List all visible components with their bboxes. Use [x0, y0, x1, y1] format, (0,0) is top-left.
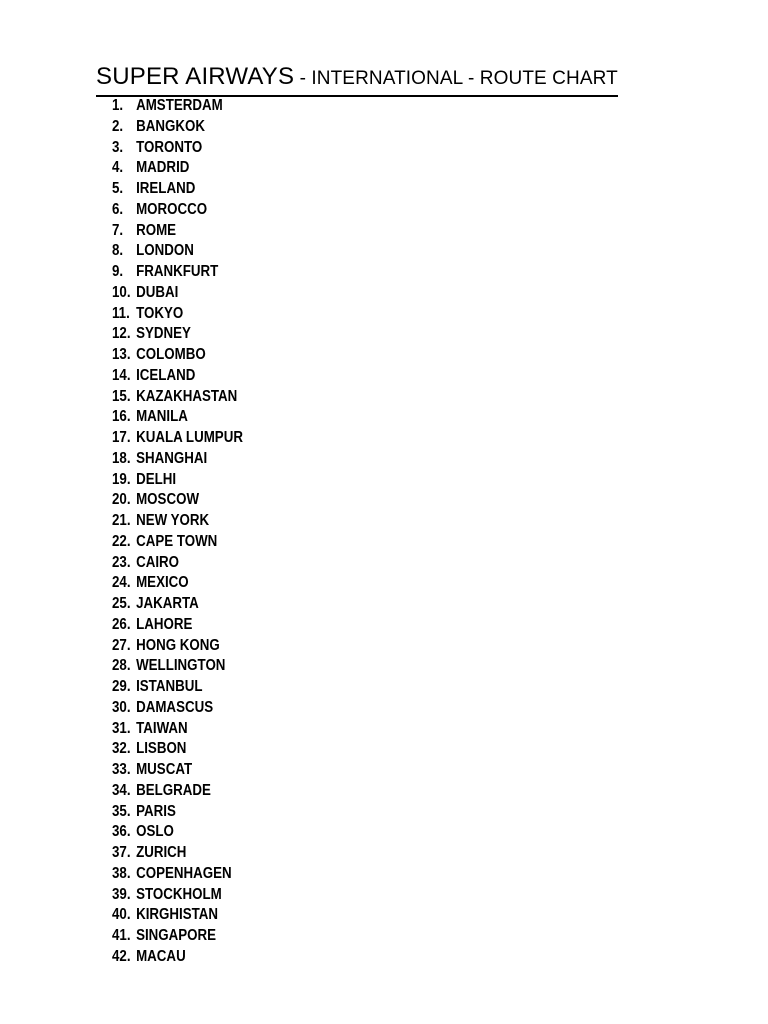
route-destination: HONG KONG: [136, 636, 220, 654]
route-item: [112, 324, 243, 345]
route-number: 33.: [112, 761, 131, 778]
route-destination: DAMASCUS: [136, 698, 214, 716]
route-item: [112, 158, 243, 179]
route-number: 1.: [112, 97, 124, 114]
route-number: 34.: [112, 781, 131, 799]
route-item: [112, 366, 243, 387]
route-number: 11.: [112, 304, 130, 322]
route-item: [112, 636, 243, 657]
route-destination: CAIRO: [136, 553, 180, 571]
route-destination: KUALA LUMPUR: [136, 429, 243, 446]
route-number: 18.: [112, 449, 131, 467]
route-item: [112, 470, 243, 491]
route-item: [112, 511, 243, 532]
route-number: 40.: [112, 906, 131, 924]
route-item: [112, 387, 243, 408]
route-item: [112, 739, 243, 760]
route-item: [112, 428, 243, 449]
route-number: 14.: [112, 366, 131, 384]
route-destination: STOCKHOLM: [136, 885, 222, 903]
route-number: 35.: [112, 802, 131, 820]
route-item: [112, 573, 243, 594]
route-item: [112, 905, 243, 926]
title-airline-name: SUPER AIRWAYS: [96, 63, 295, 90]
route-destination: COLOMBO: [136, 346, 206, 363]
route-number: 24.: [112, 574, 131, 592]
document-title: [96, 62, 618, 97]
route-destination: ICELAND: [136, 366, 196, 384]
route-destination: SYDNEY: [136, 325, 191, 343]
route-destination: ZURICH: [136, 844, 187, 861]
route-item: [112, 864, 243, 885]
route-number: 13.: [112, 346, 131, 363]
route-destination: SINGAPORE: [136, 927, 217, 944]
route-item: [112, 532, 243, 553]
route-number: 31.: [112, 719, 131, 737]
route-destination: DUBAI: [136, 283, 179, 301]
route-item: [112, 179, 243, 200]
route-item: [112, 594, 243, 615]
route-destination: FRANKFURT: [136, 263, 219, 280]
route-number: 5.: [112, 180, 124, 197]
route-destination: BELGRADE: [136, 781, 211, 799]
route-destination: KIRGHISTAN: [136, 906, 219, 924]
route-item: [112, 117, 243, 138]
route-item: [112, 947, 243, 968]
route-destination: IRELAND: [136, 180, 196, 197]
route-item: [112, 96, 243, 117]
route-item: [112, 138, 243, 159]
route-destination: KAZAKHASTAN: [136, 387, 238, 405]
route-number: 25.: [112, 595, 131, 612]
route-item: [112, 885, 243, 906]
route-number: 39.: [112, 885, 131, 903]
route-item: [112, 283, 243, 304]
route-destination: MOSCOW: [136, 491, 200, 509]
route-item: [112, 553, 243, 574]
route-destination: WELLINGTON: [136, 657, 226, 675]
route-number: 30.: [112, 698, 131, 716]
route-number: 27.: [112, 636, 131, 654]
route-item: [112, 719, 243, 740]
route-destination: MANILA: [136, 408, 188, 426]
route-destination: JAKARTA: [136, 595, 199, 612]
route-destination: LONDON: [136, 242, 194, 260]
route-destination: ROME: [136, 221, 177, 239]
route-destination: MEXICO: [136, 574, 189, 592]
route-number: 6.: [112, 200, 124, 218]
route-number: 20.: [112, 491, 131, 509]
route-item: [112, 760, 243, 781]
route-number: 3.: [112, 138, 124, 156]
route-destination: TAIWAN: [136, 719, 188, 737]
route-destination: OSLO: [136, 823, 174, 841]
title-subtitle: - INTERNATIONAL - ROUTE CHART: [294, 68, 618, 89]
route-number: 42.: [112, 947, 131, 965]
route-number: 23.: [112, 553, 131, 571]
route-destination: CAPE TOWN: [136, 532, 218, 550]
route-item: [112, 615, 243, 636]
route-destination: TOKYO: [136, 304, 184, 322]
route-destination: TORONTO: [136, 138, 203, 156]
route-number: 10.: [112, 283, 131, 301]
route-item: [112, 449, 243, 470]
route-item: [112, 926, 243, 947]
route-item: [112, 822, 243, 843]
route-number: 8.: [112, 242, 124, 260]
route-number: 41.: [112, 927, 131, 944]
route-number: 32.: [112, 740, 131, 758]
route-number: 19.: [112, 470, 131, 488]
route-destination: PARIS: [136, 802, 176, 820]
route-number: 4.: [112, 159, 124, 177]
route-number: 12.: [112, 325, 131, 343]
route-destination: MADRID: [136, 159, 190, 177]
route-number: 26.: [112, 615, 131, 633]
route-item: [112, 656, 243, 677]
route-number: 2.: [112, 117, 124, 135]
route-item: [112, 200, 243, 221]
route-number: 22.: [112, 532, 131, 550]
route-destination: LISBON: [136, 740, 187, 758]
route-destination: LAHORE: [136, 615, 193, 633]
route-destination: DELHI: [136, 470, 177, 488]
route-item: [112, 241, 243, 262]
route-item: [112, 262, 243, 283]
route-item: [112, 345, 243, 366]
route-destination: MUSCAT: [136, 761, 193, 778]
route-number: 36.: [112, 823, 131, 841]
route-number: 7.: [112, 221, 124, 239]
route-destination: BANGKOK: [136, 117, 205, 135]
route-item: [112, 698, 243, 719]
route-number: 17.: [112, 429, 131, 446]
route-number: 28.: [112, 657, 131, 675]
route-item: [112, 677, 243, 698]
route-destination: AMSTERDAM: [136, 97, 223, 114]
route-destination: NEW YORK: [136, 512, 210, 529]
route-destination: MACAU: [136, 947, 186, 965]
route-number: 21.: [112, 512, 131, 529]
route-number: 38.: [112, 864, 131, 882]
route-item: [112, 781, 243, 802]
route-list: [112, 96, 264, 968]
route-item: [112, 407, 243, 428]
route-number: 15.: [112, 387, 131, 405]
route-item: [112, 843, 243, 864]
route-item: [112, 304, 243, 325]
route-destination: COPENHAGEN: [136, 864, 232, 882]
route-item: [112, 802, 243, 823]
route-number: 16.: [112, 408, 131, 426]
route-item: [112, 221, 243, 242]
route-destination: SHANGHAI: [136, 449, 208, 467]
route-number: 37.: [112, 844, 131, 861]
route-destination: ISTANBUL: [136, 678, 203, 695]
route-number: 29.: [112, 678, 131, 695]
route-destination: MOROCCO: [136, 200, 208, 218]
route-number: 9.: [112, 263, 124, 280]
route-item: [112, 490, 243, 511]
